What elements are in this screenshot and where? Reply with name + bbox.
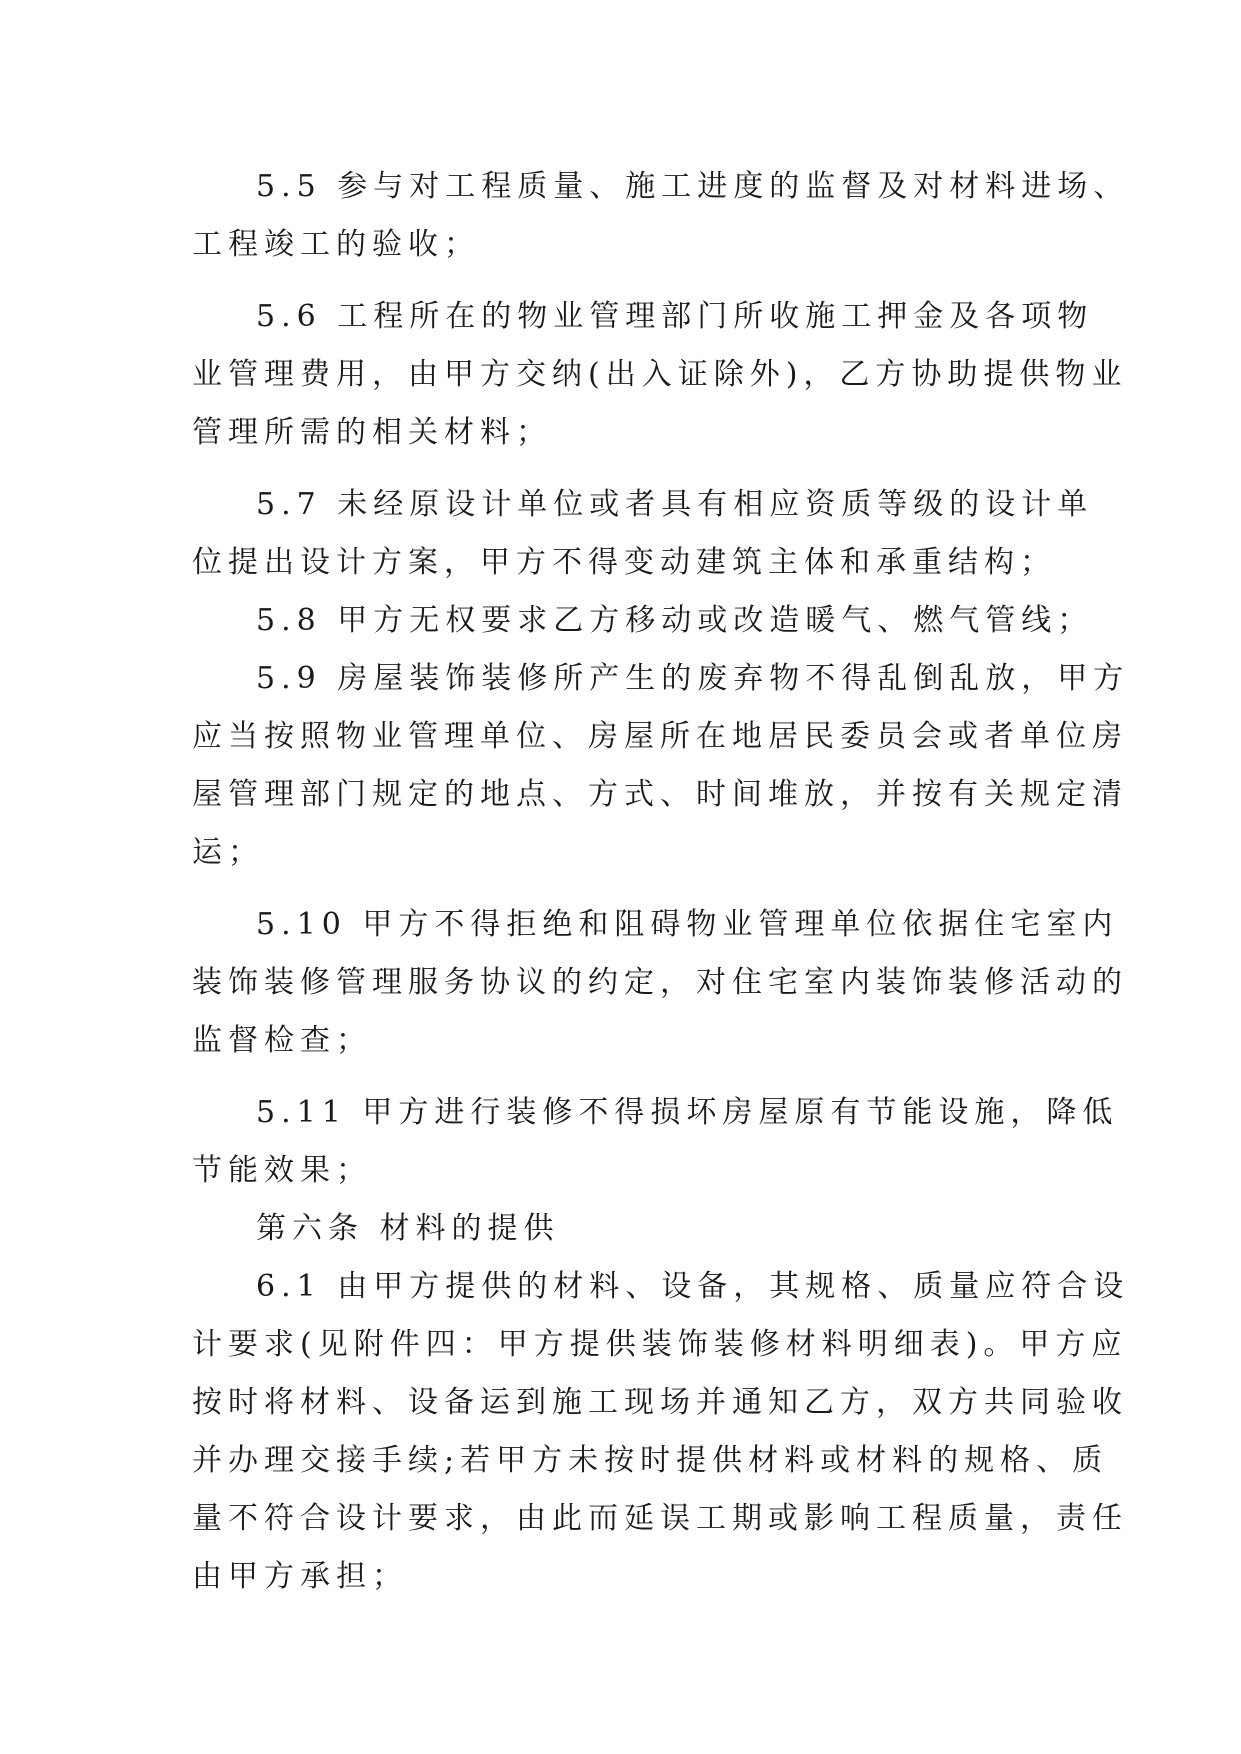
clause-6-1-line-6: 由甲方承担；: [192, 1559, 408, 1594]
clause-5-10-line-1: 5.10 甲方不得拒绝和阻碍物业管理单位依据住宅室内: [256, 907, 1119, 942]
clause-5-6-line-1: 5.6 工程所在的物业管理部门所收施工押金及各项物: [256, 299, 1094, 334]
document-body: [192, 158, 1130, 1606]
clause-5-6-line-2: 业管理费用，由甲方交纳(出入证除外)，乙方协助提供物业: [192, 357, 1128, 392]
clause-5-7-line-2: 位提出设计方案，甲方不得变动建筑主体和承重结构；: [192, 545, 1056, 580]
clause-5-11-line-2: 节能效果；: [192, 1153, 372, 1188]
clause-5-9-line-2: 应当按照物业管理单位、房屋所在地居民委员会或者单位房: [192, 719, 1128, 754]
clause-6-1-line-3: 按时将材料、设备运到施工现场并通知乙方，双方共同验收: [192, 1385, 1128, 1420]
clause-6-1-line-4: 并办理交接手续;若甲方未按时提供材料或材料的规格、质: [192, 1443, 1109, 1478]
clause-5-9-line-4: 运；: [192, 835, 264, 870]
clause-6-1-line-2: 计要求(见附件四：甲方提供装饰装修材料明细表)。甲方应: [192, 1327, 1128, 1362]
clause-6-1-line-1: 6.1 由甲方提供的材料、设备，其规格、质量应符合设: [256, 1269, 1130, 1304]
clause-5-6-line-3: 管理所需的相关材料；: [192, 415, 552, 450]
clause-6-1-line-5: 量不符合设计要求，由此而延误工期或影响工程质量，责任: [192, 1501, 1128, 1536]
clause-5-5-line-1: 5.5 参与对工程质量、施工进度的监督及对材料进场、: [256, 169, 1130, 204]
section-6-heading: 第六条 材料的提供: [256, 1211, 560, 1246]
clause-5-11-line-1: 5.11 甲方进行装修不得损坏房屋原有节能设施，降低: [256, 1095, 1119, 1130]
clause-5-9-line-3: 屋管理部门规定的地点、方式、时间堆放，并按有关规定清: [192, 777, 1128, 812]
clause-5-10-line-2: 装饰装修管理服务协议的约定，对住宅室内装饰装修活动的: [192, 965, 1128, 1000]
clause-5-7-line-1: 5.7 未经原设计单位或者具有相应资质等级的设计单: [256, 487, 1094, 522]
clause-5-9-line-1: 5.9 房屋装饰装修所产生的废弃物不得乱倒乱放，甲方: [256, 661, 1130, 696]
clause-5-10-line-3: 监督检查；: [192, 1023, 372, 1058]
clause-5-5-line-2: 工程竣工的验收；: [192, 227, 480, 262]
clause-5-8-line-1: 5.8 甲方无权要求乙方移动或改造暖气、燃气管线；: [256, 603, 1094, 638]
